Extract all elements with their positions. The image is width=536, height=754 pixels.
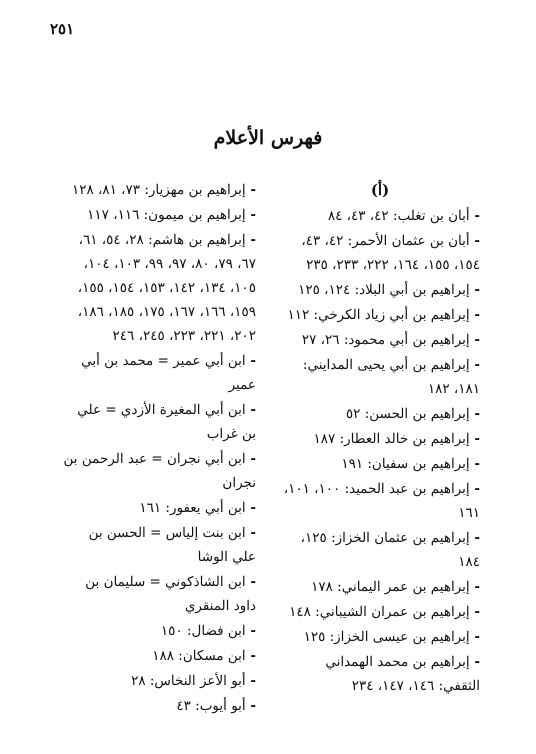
entry-dash: - — [469, 654, 480, 670]
entry-text: إبراهيم بن هاشم: ٢٨، ٥٤، ٦١، ٦٧، ٧٩، ٨٠، ٩٧، ٩٩، ١٠٣، ١٠٤، ١٠٥، ١٣٤، ١٤٢، ١٥٣، ١٥٤، ١٥٥، ١٥٩، ١٦٦، ١٦٧، ١٧٥، ١٨٥، ١٨٦، ٢٠٢، ٢٢١، ٢٢٣، ٢٤٥، ٢٤٦ — [77, 232, 256, 344]
entry-dash: - — [469, 579, 480, 595]
index-entry — [62, 669, 256, 693]
index-entry — [62, 203, 256, 227]
entry-dash: - — [245, 402, 256, 418]
entry-text: إبراهيم بن عيسى الخزاز: ١٢٥ — [303, 629, 470, 645]
entry-dash: - — [469, 456, 480, 472]
entry-dash: - — [245, 232, 256, 248]
index-entry — [280, 575, 480, 599]
entry-text: إبراهيم بن عمران الشيباني: ١٤٨ — [289, 604, 470, 620]
entry-text: إبراهيم بن سفيان: ١٩١ — [341, 456, 470, 472]
left-column — [62, 178, 256, 719]
index-entry — [62, 521, 256, 569]
entry-text: إبراهيم بن ميمون: ١١٦، ١١٧ — [87, 207, 246, 223]
index-entry — [280, 303, 480, 327]
entry-text: إبراهيم بن أبي زياد الكرخي: ١١٢ — [287, 307, 470, 323]
entry-dash: - — [245, 353, 256, 369]
entry-text: إبراهيم بن أبي يحيى المدايني: ١٨١، ١٨٢ — [302, 357, 480, 397]
page-number: ٢٥١ — [50, 20, 75, 38]
entry-dash: - — [245, 525, 256, 541]
index-entry — [280, 204, 480, 228]
index-entry — [280, 229, 480, 277]
entry-text: أبو الأعز النخاس: ٢٨ — [131, 673, 246, 689]
entry-dash: - — [245, 623, 256, 639]
right-entries-list — [280, 204, 480, 698]
entry-dash: - — [245, 451, 256, 467]
entry-text: ابن الشاذكوني = سليمان بن داود المنقري — [85, 574, 256, 614]
entry-text: أبو أيوب: ٤٣ — [176, 698, 246, 714]
index-entry — [62, 570, 256, 618]
entry-text: ابن أبي عمير = محمد بن أبي عمير — [81, 353, 256, 393]
entry-dash: - — [469, 233, 480, 249]
entry-text: إبراهيم بن أبي محمود: ٢٦، ٢٧ — [301, 332, 470, 348]
entry-dash: - — [469, 357, 480, 373]
entry-dash: - — [469, 406, 480, 422]
index-entry — [280, 452, 480, 476]
left-entries-list — [62, 178, 256, 718]
entry-dash: - — [245, 207, 256, 223]
index-entry — [280, 353, 480, 401]
entry-text: ابن مسكان: ١٨٨ — [152, 648, 246, 664]
entry-dash: - — [469, 604, 480, 620]
index-entry — [280, 278, 480, 302]
entry-text: إبراهيم بن محمد الهمداني الثقفي: ١٤٦، ١٤٧، ٢٣٤ — [325, 654, 480, 694]
entry-dash: - — [469, 332, 480, 348]
index-entry — [62, 496, 256, 520]
entry-dash: - — [245, 182, 256, 198]
entry-text: إبراهيم بن عثمان الخزاز: ١٢٥، ١٨٤ — [300, 530, 480, 570]
entry-text: إبراهيم بن عمر اليماني: ١٧٨ — [311, 579, 470, 595]
index-entry — [280, 600, 480, 624]
index-entry — [62, 228, 256, 348]
entry-dash: - — [245, 500, 256, 516]
index-entry — [280, 526, 480, 574]
index-entry — [62, 178, 256, 202]
index-entry — [280, 625, 480, 649]
section-letter: (أ) — [370, 181, 390, 199]
index-entry — [62, 694, 256, 718]
index-title: فهرس الأعلام — [213, 127, 323, 149]
entry-text: ابن فضال: ١٥٠ — [160, 623, 246, 639]
entry-text: ابن أبي المغيرة الأزدي = علي بن غراب — [77, 402, 256, 442]
index-entry — [280, 477, 480, 525]
index-entry — [280, 328, 480, 352]
right-column — [280, 178, 480, 699]
index-entry — [62, 644, 256, 668]
entry-dash: - — [245, 648, 256, 664]
entry-text: ابن بنت إلياس = الحسن بن علي الوشا — [88, 525, 256, 565]
entry-text: أبان بن عثمان الأحمر: ٤٢، ٤٣، ١٥٤، ١٥٥، ١٦٤، ٢٢٢، ٢٣٣، ٢٣٥ — [301, 233, 480, 273]
entry-dash: - — [469, 307, 480, 323]
entry-text: إبراهيم بن أبي البلاد: ١٢٤، ١٢٥ — [298, 282, 470, 298]
entry-dash: - — [469, 431, 480, 447]
entry-text: إبراهيم بن خالد العطار: ١٨٧ — [313, 431, 470, 447]
index-entry — [62, 619, 256, 643]
index-entry — [280, 650, 480, 698]
entry-dash: - — [245, 574, 256, 590]
entry-text: إبراهيم بن مهزيار: ٧٣، ٨١، ١٢٨ — [71, 182, 246, 198]
index-entry — [62, 447, 256, 495]
index-entry — [280, 427, 480, 451]
entry-dash: - — [245, 673, 256, 689]
entry-dash: - — [469, 208, 480, 224]
entry-dash: - — [469, 530, 480, 546]
index-entry — [62, 349, 256, 397]
entry-text: إبراهيم بن الحسن: ٥٢ — [345, 406, 470, 422]
entry-dash: - — [469, 481, 480, 497]
entry-dash: - — [469, 282, 480, 298]
entry-text: إبراهيم بن عبد الحميد: ١٠٠، ١٠١، ١٦١ — [283, 481, 480, 521]
entry-text: ابن أبي يعفور: ١٦١ — [139, 500, 246, 516]
entry-text: أبان بن تغلب: ٤٢، ٤٣، ٨٤ — [327, 208, 470, 224]
entry-text: ابن أبي نجران = عبد الرحمن بن نجران — [63, 451, 256, 491]
index-entry — [280, 402, 480, 426]
entry-dash: - — [245, 698, 256, 714]
entry-dash: - — [469, 629, 480, 645]
index-entry — [62, 398, 256, 446]
